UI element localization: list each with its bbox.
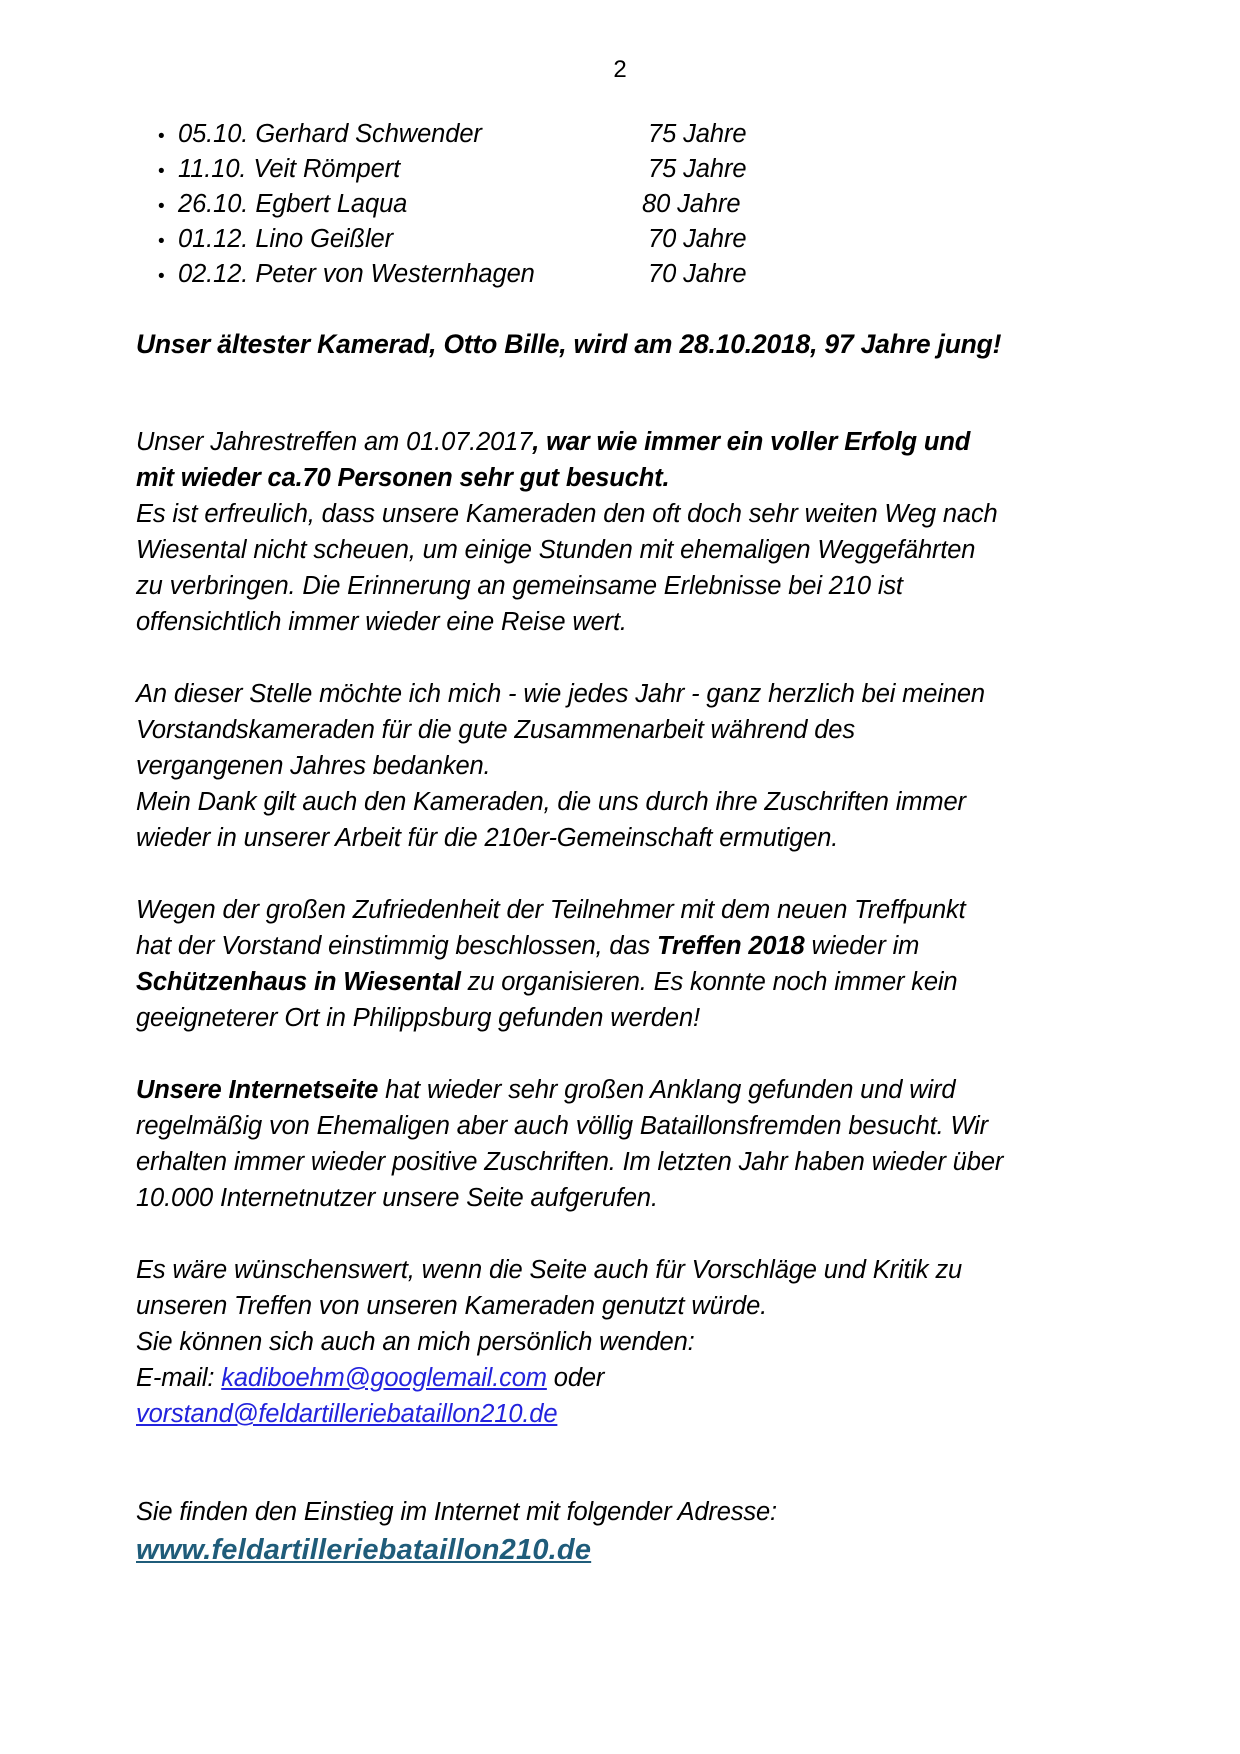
email-label: E-mail: (136, 1364, 222, 1392)
birthday-entry-0-age: 75 Jahre (648, 120, 747, 148)
paragraph-contact-intro: Sie können sich auch an mich persönlich wenden: (136, 1328, 695, 1356)
birthday-entry-1-age: 75 Jahre (648, 155, 747, 183)
birthday-entry-0-name: 05.10. Gerhard Schwender (178, 120, 482, 148)
meeting-comma: , war wie immer ein voller Erfolg und mit wieder ca.70 Personen sehr gut besucht. (136, 428, 971, 492)
bullet-icon: • (158, 126, 165, 147)
email-link-kadiboehm[interactable]: kadiboehm@googlemail.com (221, 1364, 547, 1392)
internetseite-text: hat wieder sehr großen Anklang gefunden und wird regelmäßig von Ehemaligen aber auch völlig Bataillonsfremden besucht. Wir erhalten immer wieder positive Zuschriften. Im letzten Jahr haben wieder über 10.000 Internetnutzer unsere Seite aufgerufen. (136, 1076, 1004, 1212)
email-conjunction: oder (546, 1364, 605, 1392)
schuetzenhaus-bold: Schützenhaus in Wiesental (136, 968, 461, 996)
paragraph-website-popularity (136, 1072, 1006, 1216)
paragraph-thanks-members: Mein Dank gilt auch den Kameraden, die uns durch ihre Zuschriften immer wieder in unserer Arbeit für die 210er-Gemeinschaft ermutigen. (136, 788, 966, 852)
birthday-entry-2-age: 80 Jahre (642, 190, 741, 218)
eldest-member-heading: Unser ältester Kamerad, Otto Bille, wird am 28.10.2018, 97 Jahre jung! (136, 329, 1002, 359)
paragraph-annual-meeting (136, 424, 1006, 496)
birthday-entry-3-age: 70 Jahre (648, 225, 747, 253)
list-item (136, 223, 996, 258)
bullet-icon: • (158, 231, 165, 252)
paragraph-thanks-board: An dieser Stelle möchte ich mich - wie jedes Jahr - ganz herzlich bei meinen Vorstandskameraden für die gute Zusammenarbeit während des vergangenen Jahres bedanken. (136, 680, 985, 780)
list-item (136, 188, 996, 223)
bullet-icon: • (158, 266, 165, 287)
paragraph-website-url (136, 1532, 1006, 1569)
treffen-text-b: wieder im (804, 932, 920, 960)
paragraph-treffen-2018 (136, 892, 1006, 1036)
list-item (136, 153, 996, 188)
bullet-icon: • (158, 196, 165, 217)
paragraph-attendance: Es ist erfreulich, dass unsere Kameraden den oft doch sehr weiten Weg nach Wiesental nicht scheuen, um einige Stunden mit ehemaligen Weggefährten zu verbringen. Die Erinnerung an gemeinsame Erlebnisse bei 210 ist offensichtlich immer wieder eine Reise wert. (136, 500, 998, 636)
treffen-text-c: zu organisieren. Es konnte noch immer kein geeigneterer Ort in Philippsburg gefunden werden! (136, 968, 958, 1032)
birthday-entry-4-age: 70 Jahre (648, 260, 747, 288)
birthday-entry-1-name: 11.10. Veit Römpert (178, 155, 401, 183)
meeting-date-text: Unser Jahrestreffen am 01.07.2017 (136, 428, 533, 456)
birthday-list (136, 118, 996, 293)
list-item (136, 118, 996, 153)
page-number: 2 (613, 56, 627, 83)
paragraph-email-line-2 (136, 1396, 1006, 1432)
email-link-vorstand[interactable]: vorstand@feldartilleriebataillon210.de (136, 1400, 558, 1428)
list-item (136, 258, 996, 293)
paragraph-email-line (136, 1360, 1006, 1396)
birthday-entry-3-name: 01.12. Lino Geißler (178, 225, 394, 253)
website-link[interactable]: www.feldartilleriebataillon210.de (136, 1534, 592, 1566)
birthday-entry-4-name: 02.12. Peter von Westernhagen (178, 260, 535, 288)
internetseite-bold: Unsere Internetseite (136, 1076, 379, 1104)
paragraph-internet-address-intro: Sie finden den Einstieg im Internet mit folgender Adresse: (136, 1498, 777, 1526)
bullet-icon: • (158, 161, 165, 182)
treffen-2018-bold: Treffen 2018 (657, 932, 805, 960)
paragraph-feedback-wish: Es wäre wünschenswert, wenn die Seite auch für Vorschläge und Kritik zu unseren Treffen von unseren Kameraden genutzt würde. (136, 1256, 963, 1320)
treffen-text-a: Wegen der großen Zufriedenheit der Teilnehmer mit dem neuen Treffpunkt hat der Vorstand einstimmig beschlossen, das (136, 896, 966, 960)
page-content (136, 118, 1004, 1569)
birthday-entry-2-name: 26.10. Egbert Laqua (178, 190, 408, 218)
